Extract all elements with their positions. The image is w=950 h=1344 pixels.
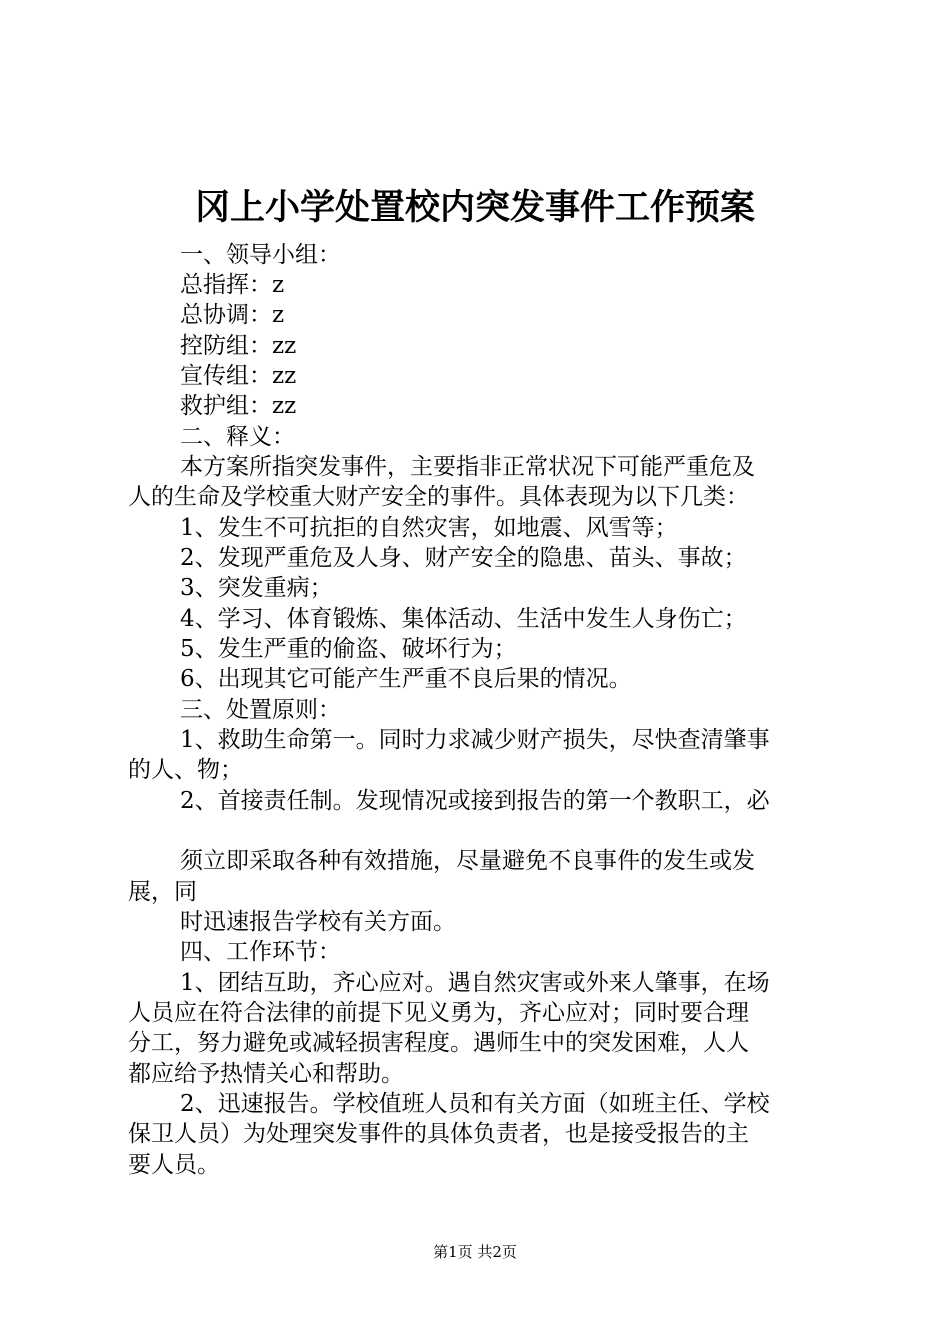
text-line: 总协调：z	[180, 302, 285, 328]
text-line: 2、首接责任制。发现情况或接到报告的第一个教职工，必	[180, 788, 770, 814]
text-line: 宣传组：zz	[180, 363, 297, 389]
text-line: 本方案所指突发事件，主要指非正常状况下可能严重危及	[180, 454, 755, 480]
text-line: 时迅速报告学校有关方面。	[180, 909, 456, 935]
text-line: 总指挥：z	[180, 272, 285, 298]
page-footer: 第1页 共2页	[433, 1243, 517, 1261]
document-title: 冈上小学处置校内突发事件工作预案	[194, 187, 755, 228]
text-line: 须立即采取各种有效措施，尽量避免不良事件的发生或发	[180, 848, 755, 874]
text-line: 控防组：zz	[180, 333, 297, 359]
text-line: 保卫人员）为处理突发事件的具体负责者，也是接受报告的主	[128, 1121, 749, 1147]
text-line: 救护组：zz	[180, 393, 297, 419]
text-line: 的人、物；	[128, 757, 243, 783]
text-line: 分工，努力避免或减轻损害程度。遇师生中的突发困难，人人	[128, 1030, 749, 1056]
text-line: 一、领导小组：	[180, 242, 341, 268]
text-line: 2、发现严重危及人身、财产安全的隐患、苗头、事故；	[180, 545, 747, 571]
text-line: 都应给予热情关心和帮助。	[128, 1061, 404, 1087]
text-line: 人员应在符合法律的前提下见义勇为，齐心应对；同时要合理	[128, 1000, 749, 1026]
text-line: 要人员。	[128, 1152, 220, 1178]
text-line: 1、救助生命第一。同时力求减少财产损失，尽快查清肇事	[180, 727, 770, 753]
text-line: 人的生命及学校重大财产安全的事件。具体表现为以下几类：	[128, 484, 749, 510]
text-line: 四、工作环节：	[180, 939, 341, 965]
text-line: 2、迅速报告。学校值班人员和有关方面（如班主任、学校	[180, 1091, 770, 1117]
text-line: 5、发生严重的偷盗、破坏行为；	[180, 636, 517, 662]
text-line: 4、学习、体育锻炼、集体活动、生活中发生人身伤亡；	[180, 606, 747, 632]
text-line: 展，同	[128, 879, 197, 905]
text-line: 三、处置原则：	[180, 697, 341, 723]
text-line: 6、出现其它可能产生严重不良后果的情况。	[180, 666, 632, 692]
text-line: 1、团结互助，齐心应对。遇自然灾害或外来人肇事，在场	[180, 970, 770, 996]
text-line: 3、突发重病；	[180, 575, 333, 601]
text-line: 1、发生不可抗拒的自然灾害，如地震、风雪等；	[180, 515, 678, 541]
text-line: 二、释义：	[180, 424, 295, 450]
